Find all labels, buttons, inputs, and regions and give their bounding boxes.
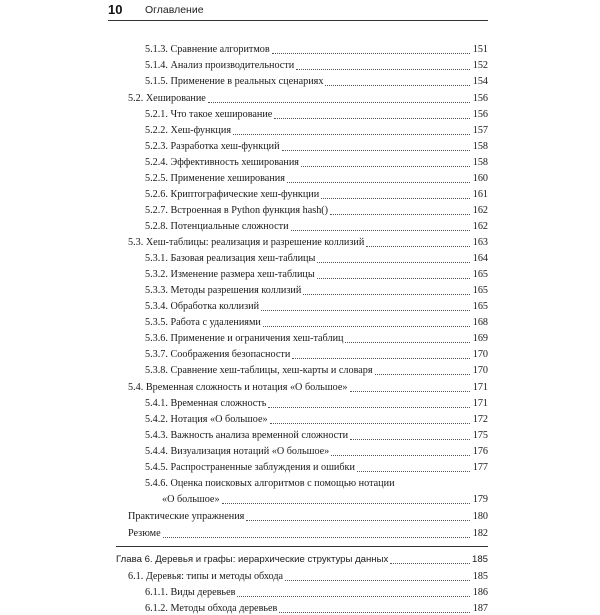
toc-entry-5-2-2: 5.2.2. Хеш-функция 157 bbox=[145, 125, 488, 136]
toc-entry-5-4-5: 5.4.5. Распространенные заблуждения и ошибки 177 bbox=[145, 462, 488, 473]
toc-entry-5-1-5: 5.1.5. Применение в реальных сценариях 154 bbox=[145, 76, 488, 87]
toc-entry-5-4-6-line1: 5.4.6. Оценка поисковых алгоритмов с помощью нотации bbox=[145, 478, 395, 489]
toc-entry-5-2-8: 5.2.8. Потенциальные сложности 162 bbox=[145, 221, 488, 232]
toc-entry-5-4-3: 5.4.3. Важность анализа временной сложности 175 bbox=[145, 430, 488, 441]
toc-entry-5-2-4: 5.2.4. Эффективность хеширования 158 bbox=[145, 157, 488, 168]
toc-entry-5-4-6-line2: «О большое» 179 bbox=[162, 494, 488, 505]
toc-entry-summary: Резюме 182 bbox=[128, 528, 488, 539]
header-rule bbox=[108, 20, 488, 21]
toc-entry-5-4-4: 5.4.4. Визуализация нотаций «О большое» 176 bbox=[145, 446, 488, 457]
page-number: 10 bbox=[108, 2, 123, 17]
toc-entry-5-2-3: 5.2.3. Разработка хеш-функций 158 bbox=[145, 141, 488, 152]
toc-entry-6-1-2: 6.1.2. Методы обхода деревьев 187 bbox=[145, 603, 488, 614]
toc-entry-5-1-3: 5.1.3. Сравнение алгоритмов 151 bbox=[145, 44, 488, 55]
toc-section-6-1: 6.1. Деревья: типы и методы обхода 185 bbox=[128, 571, 488, 582]
running-title: Оглавление bbox=[145, 4, 204, 16]
toc-entry-5-3-1: 5.3.1. Базовая реализация хеш-таблицы 164 bbox=[145, 253, 488, 264]
toc-entry-5-4-2: 5.4.2. Нотация «О большое» 172 bbox=[145, 414, 488, 425]
toc-entry-5-3-5: 5.3.5. Работа с удалениями 168 bbox=[145, 317, 488, 328]
toc-entry-5-3-3: 5.3.3. Методы разрешения коллизий 165 bbox=[145, 285, 488, 296]
toc-section-5-4: 5.4. Временная сложность и нотация «О большое» 171 bbox=[128, 382, 488, 393]
running-header bbox=[0, 0, 600, 20]
toc-entry-5-3-7: 5.3.7. Соображения безопасности 170 bbox=[145, 349, 488, 360]
toc-entry-5-2-1: 5.2.1. Что такое хеширование 156 bbox=[145, 109, 488, 120]
toc-entry-5-1-4: 5.1.4. Анализ производительности 152 bbox=[145, 60, 488, 71]
toc-entry-5-4-1: 5.4.1. Временная сложность 171 bbox=[145, 398, 488, 409]
toc-entry-5-3-4: 5.3.4. Обработка коллизий 165 bbox=[145, 301, 488, 312]
toc-entry-5-2-7: 5.2.7. Встроенная в Python функция hash() 162 bbox=[145, 205, 488, 216]
toc-entry-5-3-6: 5.3.6. Применение и ограничения хеш-таблиц 169 bbox=[145, 333, 488, 344]
toc-section-5-2: 5.2. Хеширование 156 bbox=[128, 93, 488, 104]
toc-entry-5-3-8: 5.3.8. Сравнение хеш-таблицы, хеш-карты и словаря 170 bbox=[145, 365, 488, 376]
toc-entry-6-1-1: 6.1.1. Виды деревьев 186 bbox=[145, 587, 488, 598]
chapter-rule bbox=[116, 546, 488, 547]
toc-chapter-6: Глава 6. Деревья и графы: иерархические структуры данных 185 bbox=[116, 554, 488, 565]
toc-section-5-3: 5.3. Хеш-таблицы: реализация и разрешение коллизий 163 bbox=[128, 237, 488, 248]
toc-entry-5-3-2: 5.3.2. Изменение размера хеш-таблицы 165 bbox=[145, 269, 488, 280]
toc-entry-exercises: Практические упражнения 180 bbox=[128, 511, 488, 522]
toc-entry-5-2-6: 5.2.6. Криптографические хеш-функции 161 bbox=[145, 189, 488, 200]
toc-entry-5-2-5: 5.2.5. Применение хеширования 160 bbox=[145, 173, 488, 184]
